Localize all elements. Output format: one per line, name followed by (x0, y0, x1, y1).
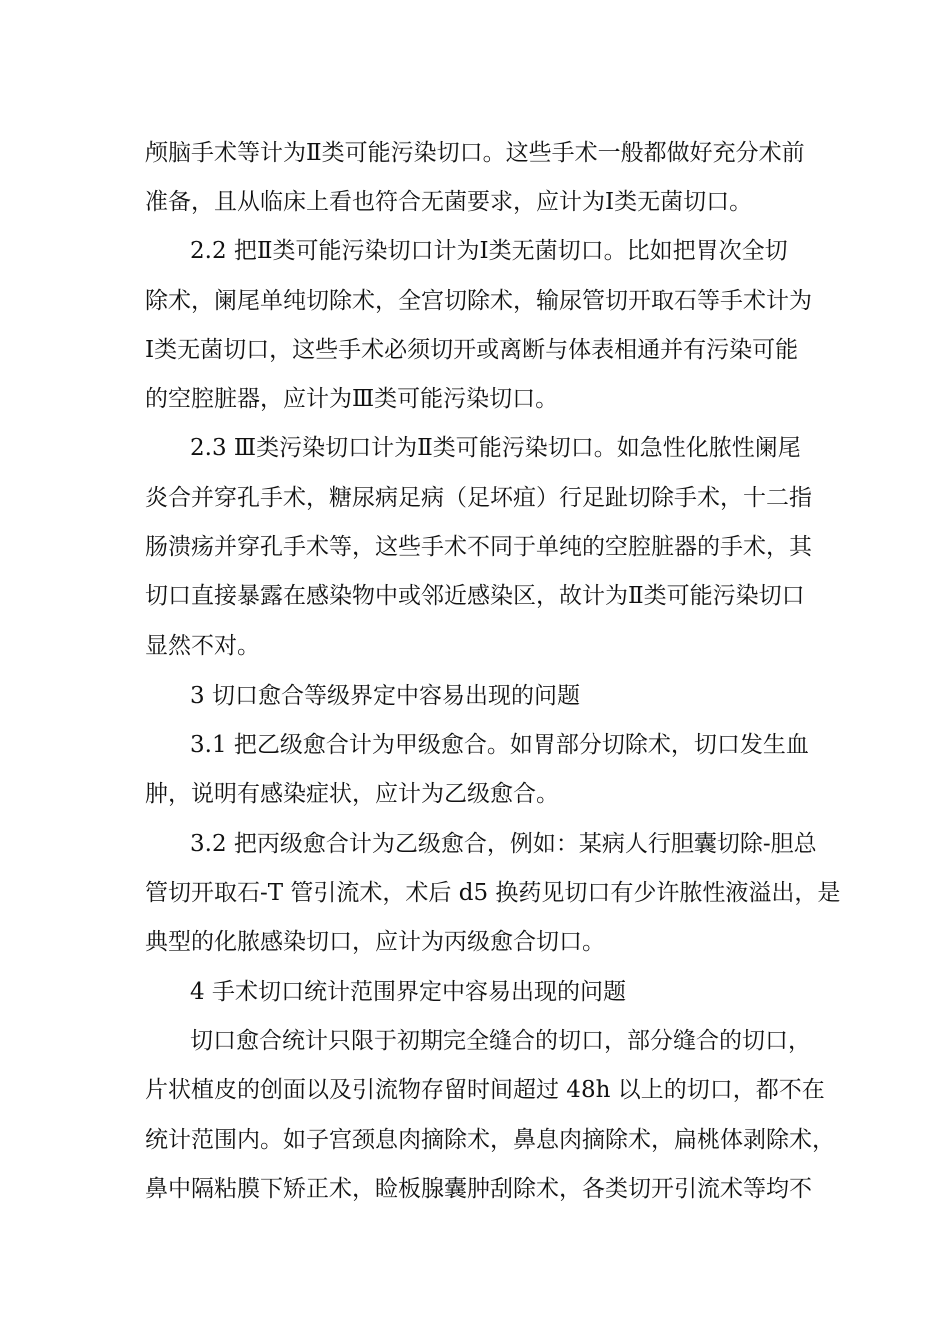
text-line: 切口直接暴露在感染物中或邻近感染区，故计为Ⅱ类可能污染切口 (145, 583, 805, 609)
text-line: 显然不对。 (145, 633, 260, 659)
text-line: 2.3 Ⅲ类污染切口计为Ⅱ类可能污染切口。如急性化脓性阑尾 (190, 435, 801, 461)
section-heading: 4 手术切口统计范围界定中容易出现的问题 (190, 979, 626, 1005)
text-line: 管切开取石-T 管引流术，术后 d5 换药见切口有少许脓性液溢出，是 (145, 880, 841, 906)
text-line: 3.1 把乙级愈合计为甲级愈合。如胃部分切除术，切口发生血 (190, 732, 809, 758)
text-line: 切口愈合统计只限于初期完全缝合的切口，部分缝合的切口， (190, 1028, 811, 1054)
text-line: 肠溃疡并穿孔手术等，这些手术不同于单纯的空腔脏器的手术，其 (145, 534, 812, 560)
text-line: 鼻中隔粘膜下矫正术，睑板腺囊肿刮除术，各类切开引流术等均不 (145, 1176, 812, 1202)
text-line: 准备，且从临床上看也符合无菌要求，应计为Ⅰ类无菌切口。 (145, 189, 753, 215)
text-line: 炎合并穿孔手术，糖尿病足病（足坏疽）行足趾切除手术，十二指 (145, 485, 812, 511)
text-line: 的空腔脏器，应计为Ⅲ类可能污染切口。 (145, 386, 559, 412)
text-line: 统计范围内。如子宫颈息肉摘除术，鼻息肉摘除术，扁桃体剥除术， (145, 1127, 835, 1153)
text-line: 片状植皮的创面以及引流物存留时间超过 48h 以上的切口，都不在 (145, 1077, 825, 1103)
text-line: 颅脑手术等计为Ⅱ类可能污染切口。这些手术一般都做好充分术前 (145, 140, 805, 166)
text-line: Ⅰ类无菌切口，这些手术必须切开或离断与体表相通并有污染可能 (145, 337, 799, 363)
text-line: 肿，说明有感染症状，应计为乙级愈合。 (145, 781, 559, 807)
text-line: 典型的化脓感染切口，应计为丙级愈合切口。 (145, 929, 605, 955)
text-line: 除术，阑尾单纯切除术，全宫切除术，输尿管切开取石等手术计为 (145, 288, 812, 314)
section-heading: 3 切口愈合等级界定中容易出现的问题 (190, 683, 580, 709)
text-line: 2.2 把Ⅱ类可能污染切口计为Ⅰ类无菌切口。比如把胃次全切 (190, 238, 788, 264)
text-line: 3.2 把丙级愈合计为乙级愈合，例如：某病人行胆囊切除-胆总 (190, 831, 817, 857)
